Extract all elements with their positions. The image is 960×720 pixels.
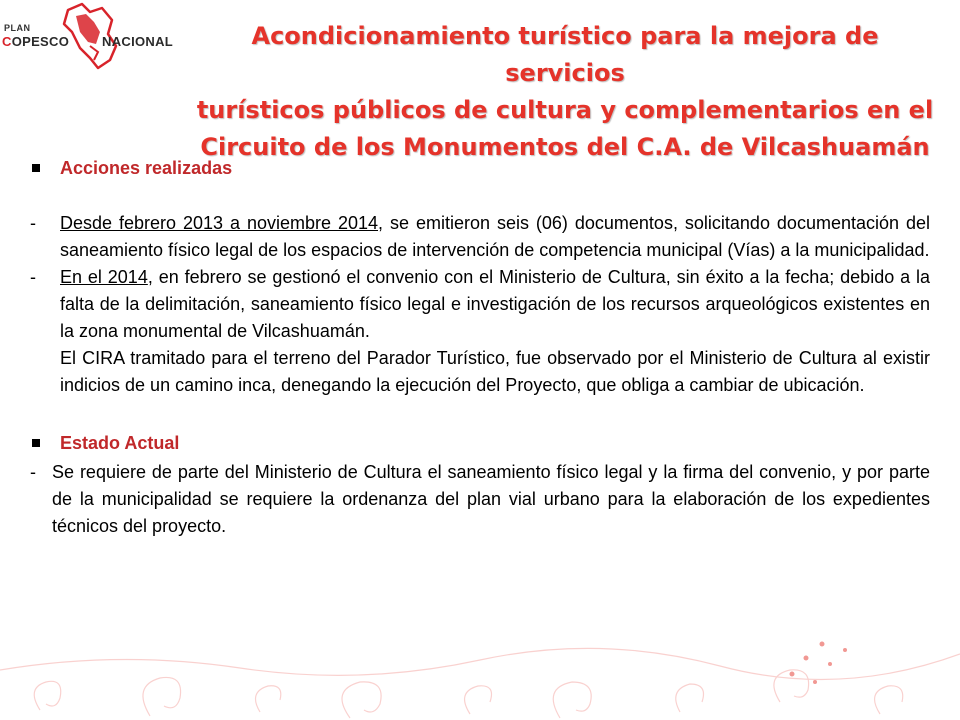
item-text: Se requiere de parte del Ministerio de Cultura el saneamiento físico legal y la firma del convenio, y por parte de la municipalidad se requiere la ordenanza del plan vial urbano para la elaboración de los expedientes técnicos del proyecto. bbox=[52, 462, 930, 536]
heading-text: Acciones realizadas bbox=[60, 158, 233, 178]
plan-copesco-logo bbox=[0, 0, 200, 80]
slide-title bbox=[190, 18, 940, 166]
item-date-range: Desde febrero 2013 a noviembre 2014 bbox=[60, 213, 379, 233]
title-line-1: Acondicionamiento turístico para la mejora de servicios bbox=[251, 22, 879, 87]
item-year: En el 2014 bbox=[60, 267, 148, 287]
item-text: , se emitieron seis (06) documentos, solicitando documentación del saneamiento físico legal de los espacios de intervención de competencia municipal (Vías) a la municipalidad. bbox=[60, 213, 930, 260]
list-item-acciones-2 bbox=[30, 264, 930, 345]
square-bullet-icon bbox=[32, 164, 40, 172]
section-heading-acciones bbox=[30, 156, 930, 180]
list-item-estado-1 bbox=[30, 459, 930, 540]
heading-text: Estado Actual bbox=[60, 433, 180, 453]
title-line-2: turísticos públicos de cultura y complementarios en el bbox=[196, 96, 934, 124]
logo-nacional-text: NACIONAL bbox=[102, 34, 174, 49]
logo-plan-text: PLAN bbox=[4, 23, 31, 33]
square-bullet-icon bbox=[32, 439, 40, 447]
dash-marker: - bbox=[30, 462, 36, 482]
cira-note: El CIRA tramitado para el terreno del Parador Turístico, fue observado por el Ministerio de Cultura al existir indicios de un camino inca, denegando la ejecución del Proyecto, que obliga a cambiar de ubicación. bbox=[60, 348, 930, 395]
item-text: , en febrero se gestionó el convenio con el Ministerio de Cultura, sin éxito a la fecha; debido a la falta de la delimitación, saneamiento físico legal e investigación de los recursos arqueológicos existentes en la zona monumental de Vilcashuamán. bbox=[60, 267, 930, 341]
slide-body bbox=[30, 156, 930, 540]
title-line-3: Circuito de los Monumentos del C.A. de Vilcashuamán bbox=[200, 133, 930, 161]
decorative-swirl-pattern bbox=[0, 640, 960, 720]
logo-copesco-rest: OPESCO bbox=[11, 34, 70, 49]
section-heading-estado bbox=[30, 431, 930, 455]
logo-copesco-text bbox=[2, 34, 69, 49]
dash-marker: - bbox=[30, 267, 36, 287]
list-item-acciones-1 bbox=[30, 210, 930, 264]
dash-marker: - bbox=[30, 213, 36, 233]
logo-copesco-initial: C bbox=[2, 34, 12, 49]
